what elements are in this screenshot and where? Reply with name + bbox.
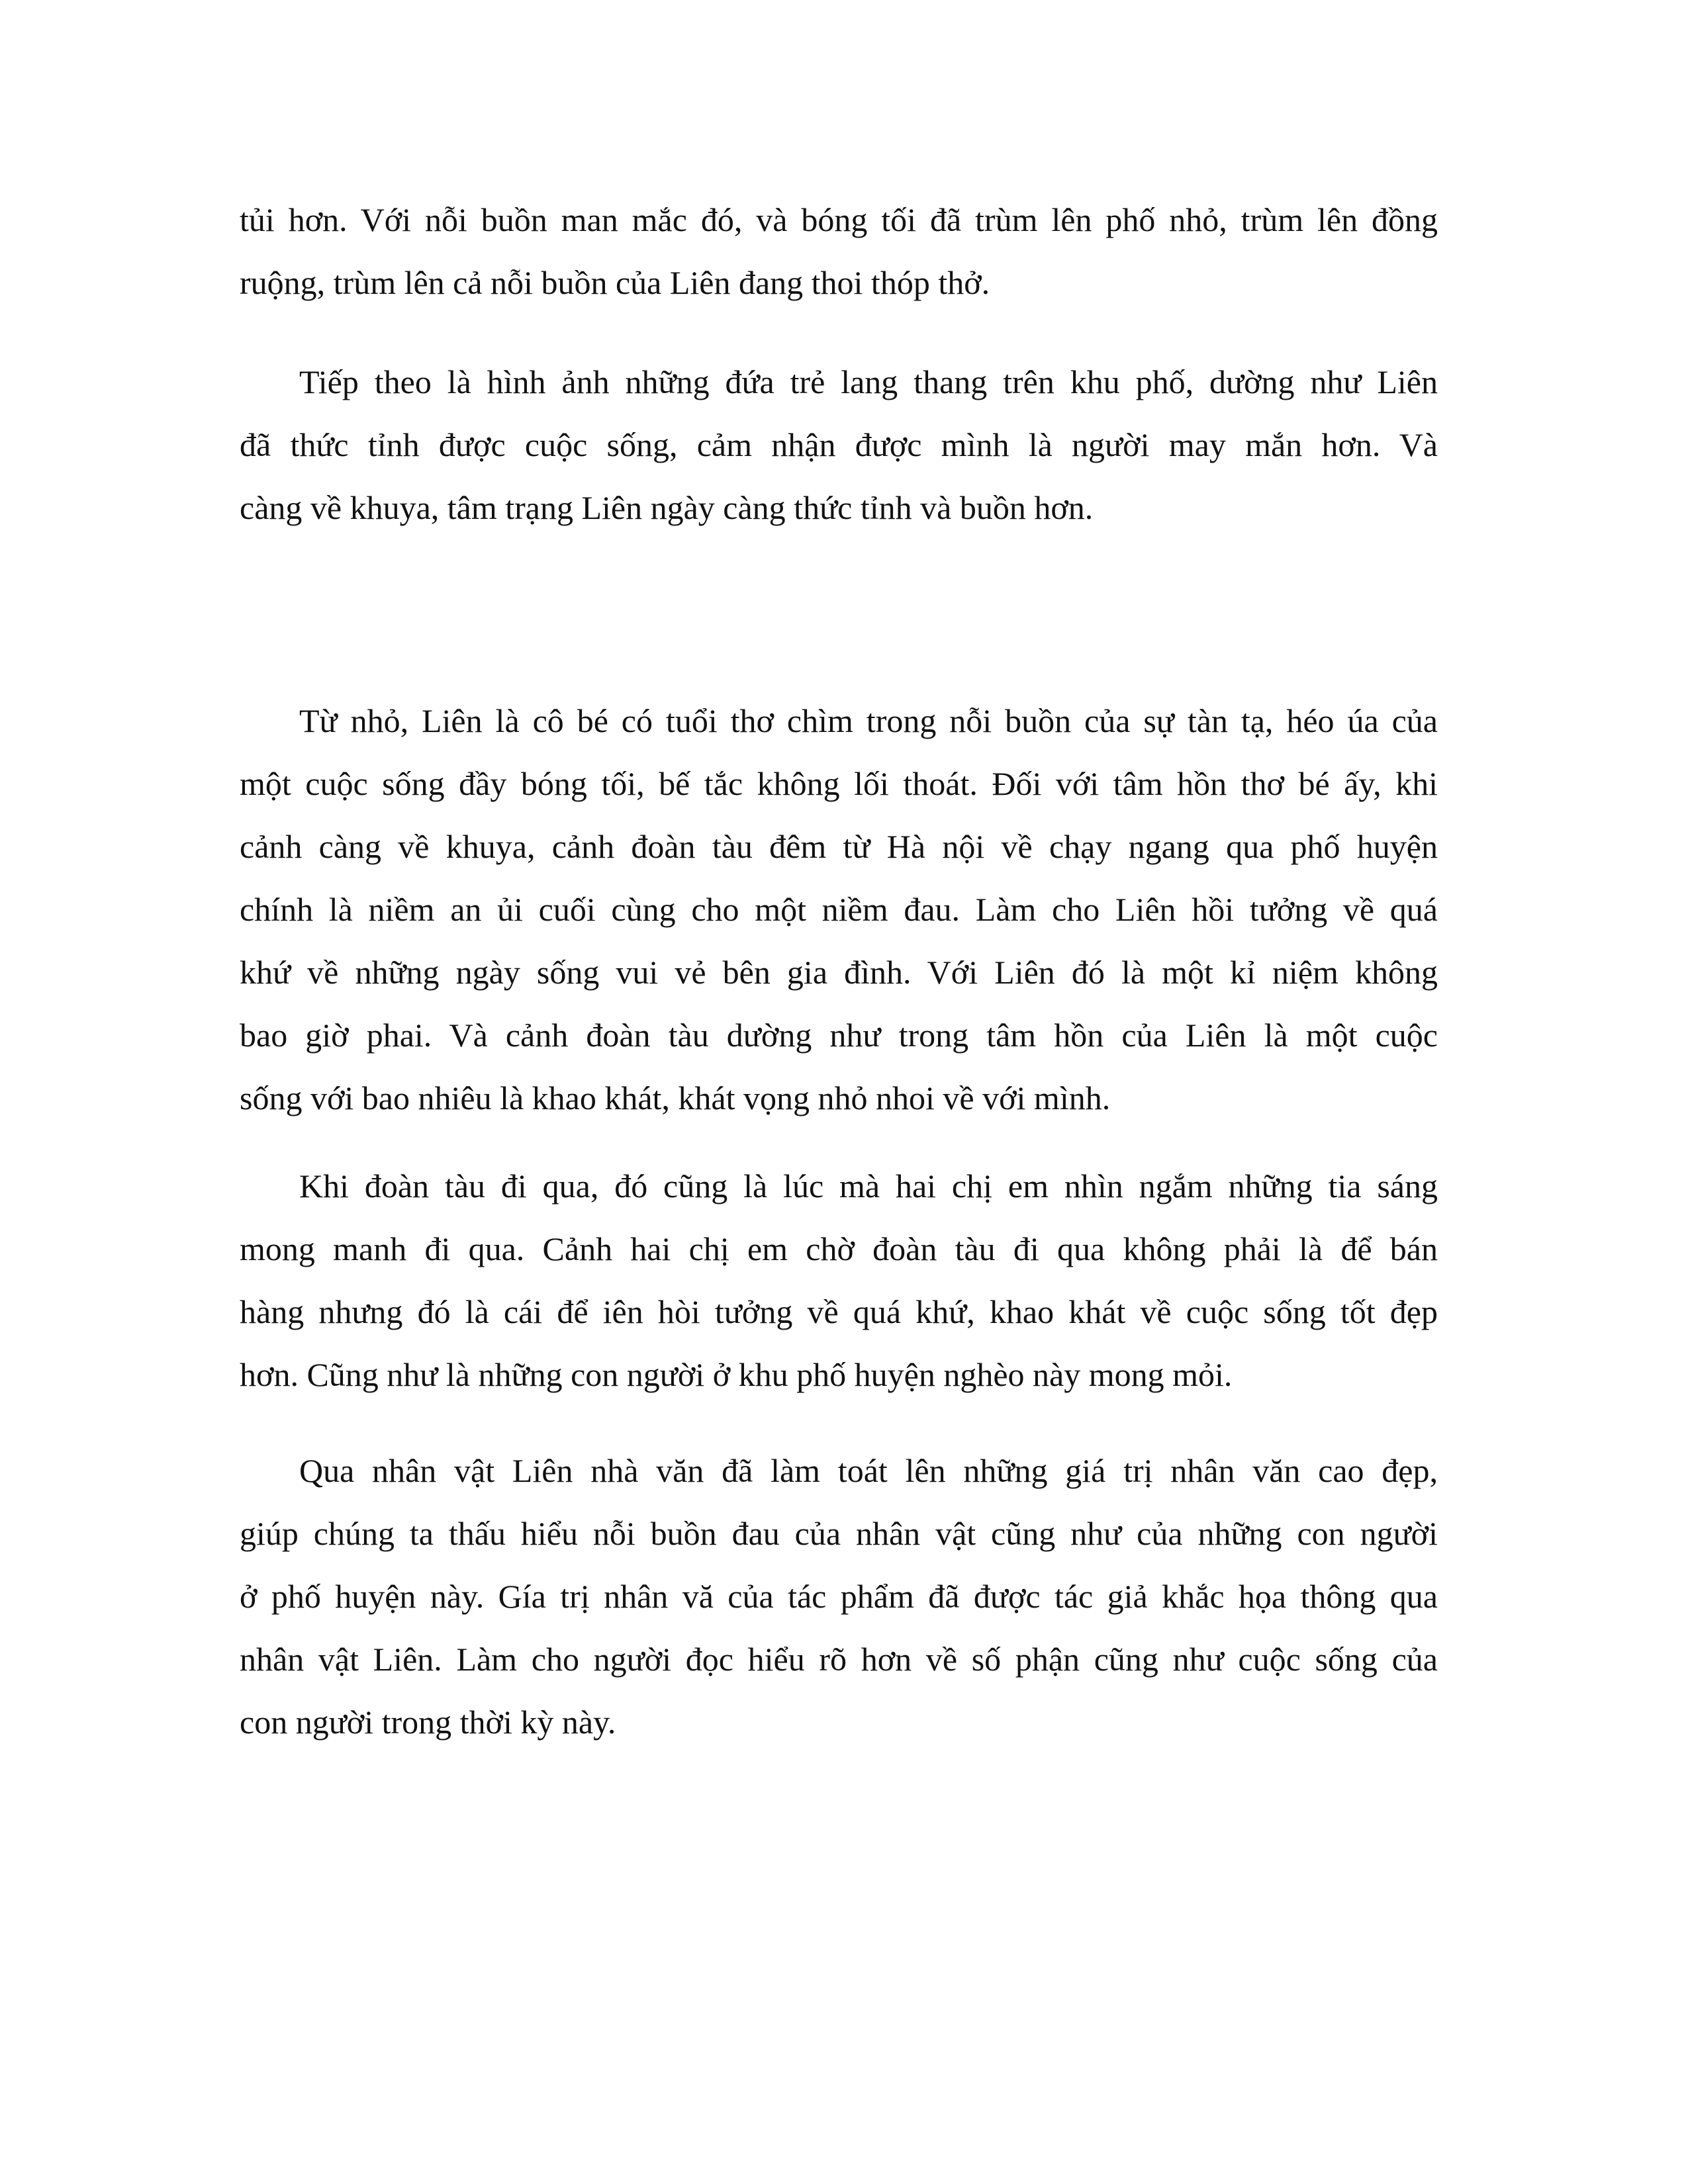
paragraph-5 bbox=[240, 1439, 1438, 1754]
paragraph-line: chính là niềm an ủi cuối cùng cho một niềm đau. Làm cho Liên hồi tưởng về quá bbox=[240, 891, 1438, 928]
paragraph-line: hàng nhưng đó là cái để iên hòi tưởng về quá khứ, khao khát về cuộc sống tốt đẹp bbox=[240, 1293, 1438, 1330]
paragraph-line: bao giờ phai. Và cảnh đoàn tàu dường như trong tâm hồn của Liên là một cuộc bbox=[240, 1017, 1438, 1054]
paragraph-line: ruộng, trùm lên cả nỗi buồn của Liên đang thoi thóp thở. bbox=[240, 264, 990, 301]
paragraph-line: Từ nhỏ, Liên là cô bé có tuổi thơ chìm trong nỗi buồn của sự tàn tạ, héo úa của bbox=[299, 702, 1438, 739]
paragraph-line: Qua nhân vật Liên nhà văn đã làm toát lên những giá trị nhân văn cao đẹp, bbox=[299, 1452, 1438, 1489]
paragraph-line: cảnh càng về khuya, cảnh đoàn tàu đêm từ Hà nội về chạy ngang qua phố huyện bbox=[240, 828, 1438, 865]
paragraph-line: con người trong thời kỳ này. bbox=[240, 1704, 616, 1741]
paragraph-line: sống với bao nhiêu là khao khát, khát vọng nhỏ nhoi về với mình. bbox=[240, 1079, 1111, 1116]
paragraph-line: một cuộc sống đầy bóng tối, bế tắc không lối thoát. Đối với tâm hồn thơ bé ấy, khi bbox=[240, 765, 1438, 802]
paragraph-4 bbox=[240, 1155, 1438, 1406]
paragraph-1 bbox=[240, 189, 1438, 314]
paragraph-line: Khi đoàn tàu đi qua, đó cũng là lúc mà hai chị em nhìn ngắm những tia sáng bbox=[299, 1167, 1438, 1205]
paragraph-line: giúp chúng ta thấu hiểu nỗi buồn đau của nhân vật cũng như của những con người bbox=[240, 1515, 1438, 1552]
paragraph-line: Tiếp theo là hình ảnh những đứa trẻ lang thang trên khu phố, dường như Liên bbox=[299, 363, 1438, 400]
paragraph-2 bbox=[240, 351, 1438, 539]
paragraph-line: đã thức tỉnh được cuộc sống, cảm nhận được mình là người may mắn hơn. Và bbox=[240, 426, 1438, 463]
paragraph-3 bbox=[240, 690, 1438, 1130]
paragraph-line: mong manh đi qua. Cảnh hai chị em chờ đoàn tàu đi qua không phải là để bán bbox=[240, 1230, 1438, 1267]
paragraph-line: ở phố huyện này. Gía trị nhân vă của tác phẩm đã được tác giả khắc họa thông qua bbox=[240, 1578, 1438, 1615]
paragraph-line: hơn. Cũng như là những con người ở khu phố huyện nghèo này mong mỏi. bbox=[240, 1356, 1233, 1393]
paragraph-line: nhân vật Liên. Làm cho người đọc hiểu rõ hơn về số phận cũng như cuộc sống của bbox=[240, 1641, 1438, 1678]
paragraph-line: tủi hơn. Với nỗi buồn man mắc đó, và bóng tối đã trùm lên phố nhỏ, trùm lên đồng bbox=[240, 201, 1438, 238]
paragraph-line: khứ về những ngày sống vui vẻ bên gia đình. Với Liên đó là một kỉ niệm không bbox=[240, 954, 1438, 991]
paragraph-line: càng về khuya, tâm trạng Liên ngày càng thức tỉnh và buồn hơn. bbox=[240, 489, 1094, 526]
